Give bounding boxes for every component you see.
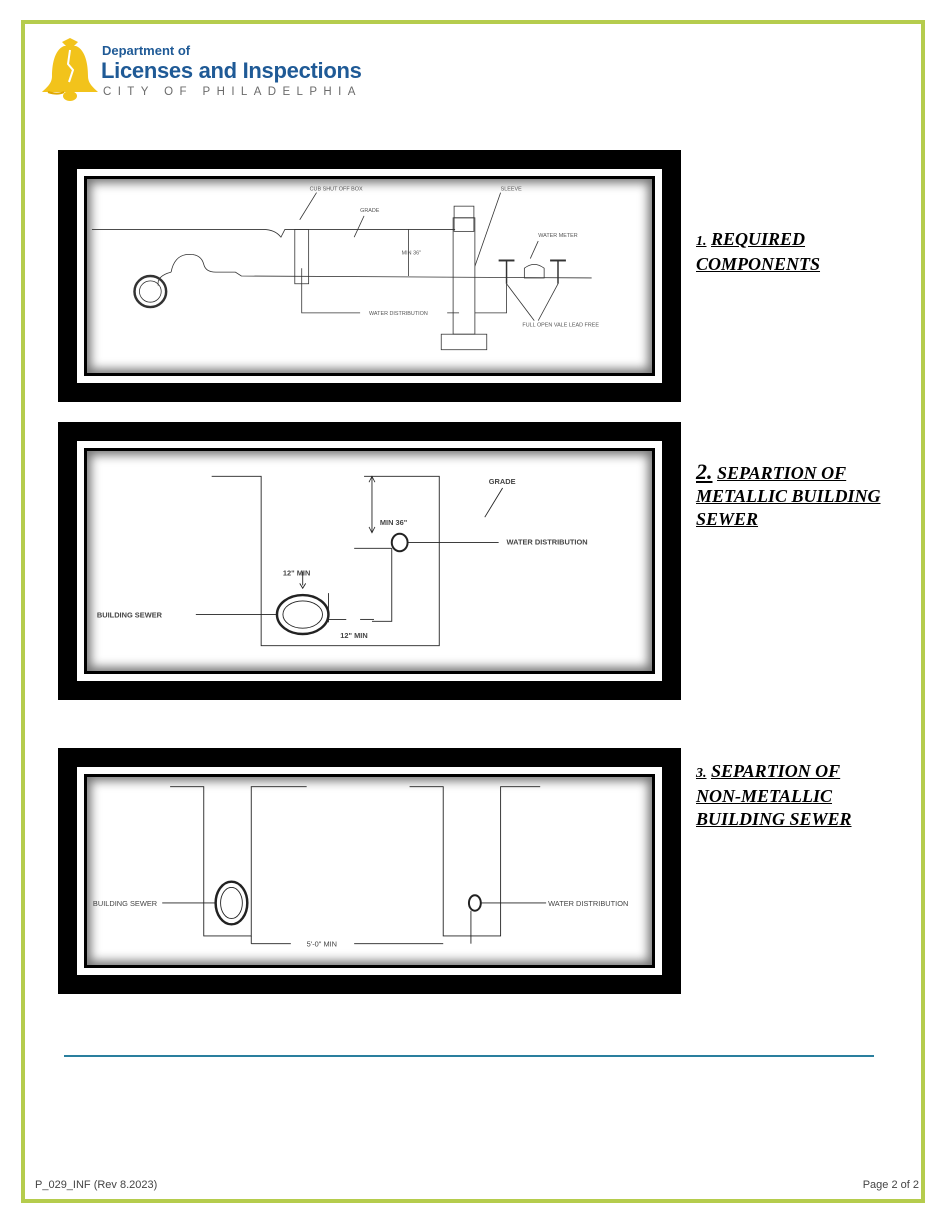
diagram-metallic-sewer [87,451,652,671]
caption-section-1 [696,228,820,276]
label-separation: 5'-0" MIN [306,939,338,949]
section-2-title-line-1: SEPARTION OF [717,463,847,483]
diagram-non-metallic-sewer [87,777,652,965]
label-min-depth-2: MIN 36" [379,518,408,527]
section-1-number: 1. [696,234,707,249]
logo-dept-line: Department of [102,43,191,58]
logo-city-line: CITY OF PHILADELPHIA [103,86,362,98]
caption-section-3 [696,760,852,831]
label-building-sewer-3: BUILDING SEWER [92,898,158,908]
footer-divider [64,1055,874,1057]
figure-non-metallic-sewer-separation [58,748,681,994]
label-curb-box: CUB SHUT OFF BOX [309,186,363,193]
label-water-distribution: WATER DISTRIBUTION [369,310,428,317]
label-grade-2: GRADE [488,477,516,487]
agency-logo [40,36,380,106]
section-2-title-line-3: SEWER [696,509,759,529]
label-valve: FULL OPEN VALE LEAD FREE [522,322,600,329]
section-3-title-line-1: SEPARTION OF [711,761,841,781]
label-min-depth: MIN 36" [401,250,422,257]
label-building-sewer-2: BUILDING SEWER [96,610,163,620]
diagram-required-components [87,179,652,373]
section-3-title-line-2: NON-METALLIC [696,786,833,806]
section-2-title-line-2: METALLIC BUILDING [696,486,881,506]
label-water-meter: WATER METER [538,233,578,240]
caption-section-2 [696,460,881,531]
liberty-bell-icon [40,36,100,102]
section-2-number: 2. [696,459,713,484]
label-vertical-sep: 12" MIN [282,568,311,578]
footer-form-id: P_029_INF (Rev 8.2023) [35,1179,158,1191]
section-1-title-line-2: COMPONENTS [696,254,821,274]
label-sleeve: SLEEVE [500,186,522,193]
section-1-title-line-1: REQUIRED [711,229,806,249]
label-grade: GRADE [360,208,380,214]
section-3-title-line-3: BUILDING SEWER [696,809,852,829]
label-water-distribution-3: WATER DISTRIBUTION [548,898,629,908]
logo-agency-name: Licenses and Inspections [101,58,362,83]
section-3-number: 3. [696,766,707,781]
figure-metallic-sewer-separation [58,422,681,700]
label-water-distribution-2: WATER DISTRIBUTION [506,537,588,547]
footer-page-number: Page 2 of 2 [862,1179,919,1191]
label-horizontal-sep: 12" MIN [340,630,368,640]
figure-required-components [58,150,681,402]
